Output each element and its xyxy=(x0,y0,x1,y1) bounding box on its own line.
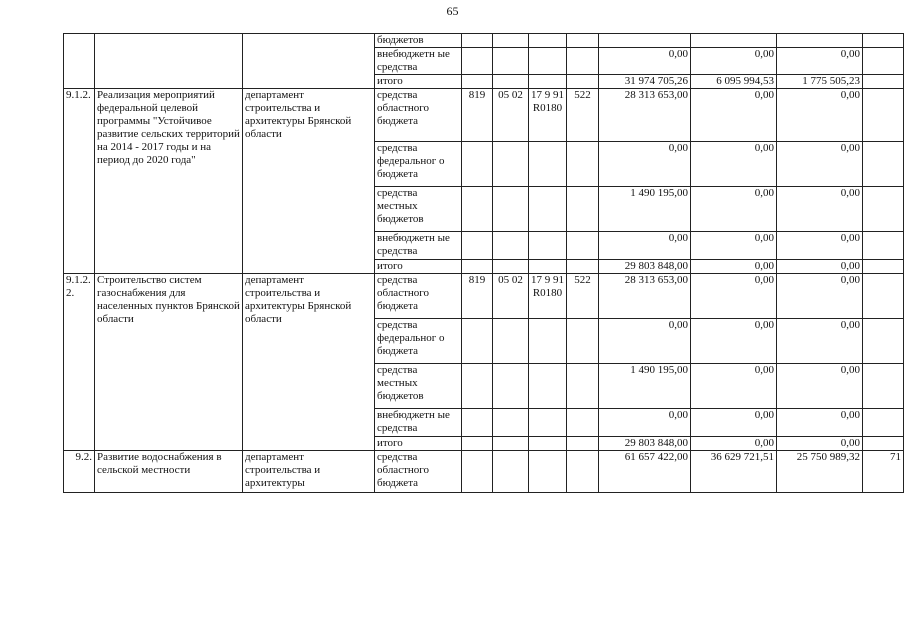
funding-source-cell: средства федеральног о бюджета xyxy=(375,142,462,187)
code-grbs-cell xyxy=(462,75,493,89)
amount-year3-cell: 0,00 xyxy=(777,319,863,364)
code-grbs-cell xyxy=(462,364,493,409)
amount-year2-cell: 0,00 xyxy=(691,48,777,75)
code-section-cell xyxy=(493,409,529,437)
amount-year2-cell: 0,00 xyxy=(691,142,777,187)
code-type-cell xyxy=(567,437,599,451)
amount-year3-cell: 1 775 505,23 xyxy=(777,75,863,89)
indicator-cell xyxy=(863,260,904,274)
row-number-cell: 9.1.2. 2. xyxy=(64,274,95,451)
executor-cell: департамент строительства и архитектуры xyxy=(243,451,375,493)
funding-source-cell: средства областного бюджета xyxy=(375,89,462,142)
amount-year2-cell: 6 095 994,53 xyxy=(691,75,777,89)
row-number-cell xyxy=(64,34,95,89)
measure-name-cell: Реализация мероприятий федеральной целевой программы "Устойчивое развитие сельских территорий на 2014 - 2017 годы и на период до 2020 года" xyxy=(95,89,243,274)
code-target-cell xyxy=(529,451,567,493)
code-type-cell: 522 xyxy=(567,274,599,319)
indicator-cell xyxy=(863,89,904,142)
amount-year3-cell: 0,00 xyxy=(777,364,863,409)
amount-year1-cell: 0,00 xyxy=(599,142,691,187)
indicator-cell xyxy=(863,232,904,260)
code-section-cell: 05 02 xyxy=(493,89,529,142)
indicator-cell xyxy=(863,364,904,409)
funding-source-cell: внебюджетн ые средства xyxy=(375,409,462,437)
code-section-cell xyxy=(493,437,529,451)
amount-year2-cell: 0,00 xyxy=(691,274,777,319)
code-target-cell: 17 9 91 R0180 xyxy=(529,89,567,142)
measure-name-cell: Развитие водоснабжения в сельской местности xyxy=(95,451,243,493)
code-type-cell: 522 xyxy=(567,89,599,142)
code-target-cell xyxy=(529,187,567,232)
code-type-cell xyxy=(567,451,599,493)
amount-year2-cell: 0,00 xyxy=(691,187,777,232)
executor-cell: департамент строительства и архитектуры Брянской области xyxy=(243,274,375,451)
amount-year3-cell: 0,00 xyxy=(777,232,863,260)
code-grbs-cell: 819 xyxy=(462,274,493,319)
code-type-cell xyxy=(567,48,599,75)
funding-source-cell: итого xyxy=(375,260,462,274)
funding-source-cell: средства местных бюджетов xyxy=(375,364,462,409)
amount-year3-cell: 0,00 xyxy=(777,48,863,75)
code-type-cell xyxy=(567,34,599,48)
code-section-cell xyxy=(493,34,529,48)
amount-year1-cell: 31 974 705,26 xyxy=(599,75,691,89)
amount-year1-cell: 28 313 653,00 xyxy=(599,89,691,142)
funding-source-cell: итого xyxy=(375,437,462,451)
budget-table xyxy=(63,33,904,493)
funding-source-cell: средства федеральног о бюджета xyxy=(375,319,462,364)
indicator-cell xyxy=(863,274,904,319)
row-number-cell: 9.2. xyxy=(64,451,95,493)
indicator-cell xyxy=(863,409,904,437)
code-target-cell xyxy=(529,437,567,451)
amount-year2-cell xyxy=(691,34,777,48)
amount-year1-cell: 0,00 xyxy=(599,319,691,364)
funding-source-cell: итого xyxy=(375,75,462,89)
code-section-cell: 05 02 xyxy=(493,274,529,319)
code-type-cell xyxy=(567,260,599,274)
code-section-cell xyxy=(493,142,529,187)
table-row xyxy=(64,34,904,48)
code-section-cell xyxy=(493,260,529,274)
code-grbs-cell xyxy=(462,187,493,232)
code-type-cell xyxy=(567,187,599,232)
amount-year2-cell: 0,00 xyxy=(691,437,777,451)
amount-year3-cell: 25 750 989,32 xyxy=(777,451,863,493)
amount-year2-cell: 0,00 xyxy=(691,409,777,437)
code-section-cell xyxy=(493,75,529,89)
amount-year3-cell: 0,00 xyxy=(777,142,863,187)
amount-year1-cell: 0,00 xyxy=(599,409,691,437)
indicator-cell xyxy=(863,48,904,75)
table-row xyxy=(64,89,904,142)
amount-year2-cell: 36 629 721,51 xyxy=(691,451,777,493)
amount-year3-cell: 0,00 xyxy=(777,409,863,437)
code-grbs-cell xyxy=(462,34,493,48)
funding-source-cell: внебюджетн ые средства xyxy=(375,48,462,75)
code-target-cell xyxy=(529,409,567,437)
amount-year1-cell: 1 490 195,00 xyxy=(599,364,691,409)
funding-source-cell: средства областного бюджета xyxy=(375,274,462,319)
amount-year3-cell: 0,00 xyxy=(777,187,863,232)
code-target-cell xyxy=(529,142,567,187)
amount-year3-cell xyxy=(777,34,863,48)
amount-year1-cell: 29 803 848,00 xyxy=(599,260,691,274)
amount-year3-cell: 0,00 xyxy=(777,260,863,274)
code-type-cell xyxy=(567,75,599,89)
row-number-cell: 9.1.2. xyxy=(64,89,95,274)
indicator-cell xyxy=(863,319,904,364)
code-target-cell xyxy=(529,260,567,274)
code-grbs-cell xyxy=(462,260,493,274)
code-target-cell xyxy=(529,319,567,364)
code-type-cell xyxy=(567,142,599,187)
funding-source-cell: средства местных бюджетов xyxy=(375,187,462,232)
amount-year3-cell: 0,00 xyxy=(777,437,863,451)
code-section-cell xyxy=(493,319,529,364)
code-grbs-cell xyxy=(462,48,493,75)
code-grbs-cell xyxy=(462,437,493,451)
code-grbs-cell xyxy=(462,232,493,260)
code-section-cell xyxy=(493,187,529,232)
indicator-cell xyxy=(863,34,904,48)
amount-year2-cell: 0,00 xyxy=(691,260,777,274)
code-type-cell xyxy=(567,364,599,409)
code-section-cell xyxy=(493,48,529,75)
amount-year2-cell: 0,00 xyxy=(691,319,777,364)
measure-name-cell: Строительство систем газоснабжения для населенных пунктов Брянской области xyxy=(95,274,243,451)
amount-year2-cell: 0,00 xyxy=(691,364,777,409)
code-grbs-cell xyxy=(462,409,493,437)
amount-year2-cell: 0,00 xyxy=(691,232,777,260)
code-target-cell: 17 9 91 R0180 xyxy=(529,274,567,319)
amount-year1-cell: 61 657 422,00 xyxy=(599,451,691,493)
amount-year1-cell xyxy=(599,34,691,48)
funding-source-cell: средства областного бюджета xyxy=(375,451,462,493)
funding-source-cell: бюджетов xyxy=(375,34,462,48)
indicator-cell: 71 xyxy=(863,451,904,493)
code-grbs-cell xyxy=(462,451,493,493)
page-number: 65 xyxy=(446,4,459,18)
code-section-cell xyxy=(493,232,529,260)
code-target-cell xyxy=(529,48,567,75)
amount-year1-cell: 0,00 xyxy=(599,48,691,75)
amount-year1-cell: 28 313 653,00 xyxy=(599,274,691,319)
code-grbs-cell: 819 xyxy=(462,89,493,142)
code-type-cell xyxy=(567,232,599,260)
funding-source-cell: внебюджетн ые средства xyxy=(375,232,462,260)
code-type-cell xyxy=(567,409,599,437)
measure-name-cell xyxy=(95,34,243,89)
executor-cell: департамент строительства и архитектуры Брянской области xyxy=(243,89,375,274)
indicator-cell xyxy=(863,187,904,232)
amount-year1-cell: 0,00 xyxy=(599,232,691,260)
code-target-cell xyxy=(529,364,567,409)
amount-year1-cell: 29 803 848,00 xyxy=(599,437,691,451)
amount-year3-cell: 0,00 xyxy=(777,89,863,142)
indicator-cell xyxy=(863,437,904,451)
amount-year3-cell: 0,00 xyxy=(777,274,863,319)
code-section-cell xyxy=(493,364,529,409)
code-section-cell xyxy=(493,451,529,493)
amount-year1-cell: 1 490 195,00 xyxy=(599,187,691,232)
amount-year2-cell: 0,00 xyxy=(691,89,777,142)
code-target-cell xyxy=(529,232,567,260)
code-grbs-cell xyxy=(462,319,493,364)
indicator-cell xyxy=(863,142,904,187)
code-type-cell xyxy=(567,319,599,364)
code-target-cell xyxy=(529,34,567,48)
code-grbs-cell xyxy=(462,142,493,187)
code-target-cell xyxy=(529,75,567,89)
executor-cell xyxy=(243,34,375,89)
table-row xyxy=(64,451,904,493)
table-row xyxy=(64,274,904,319)
indicator-cell xyxy=(863,75,904,89)
